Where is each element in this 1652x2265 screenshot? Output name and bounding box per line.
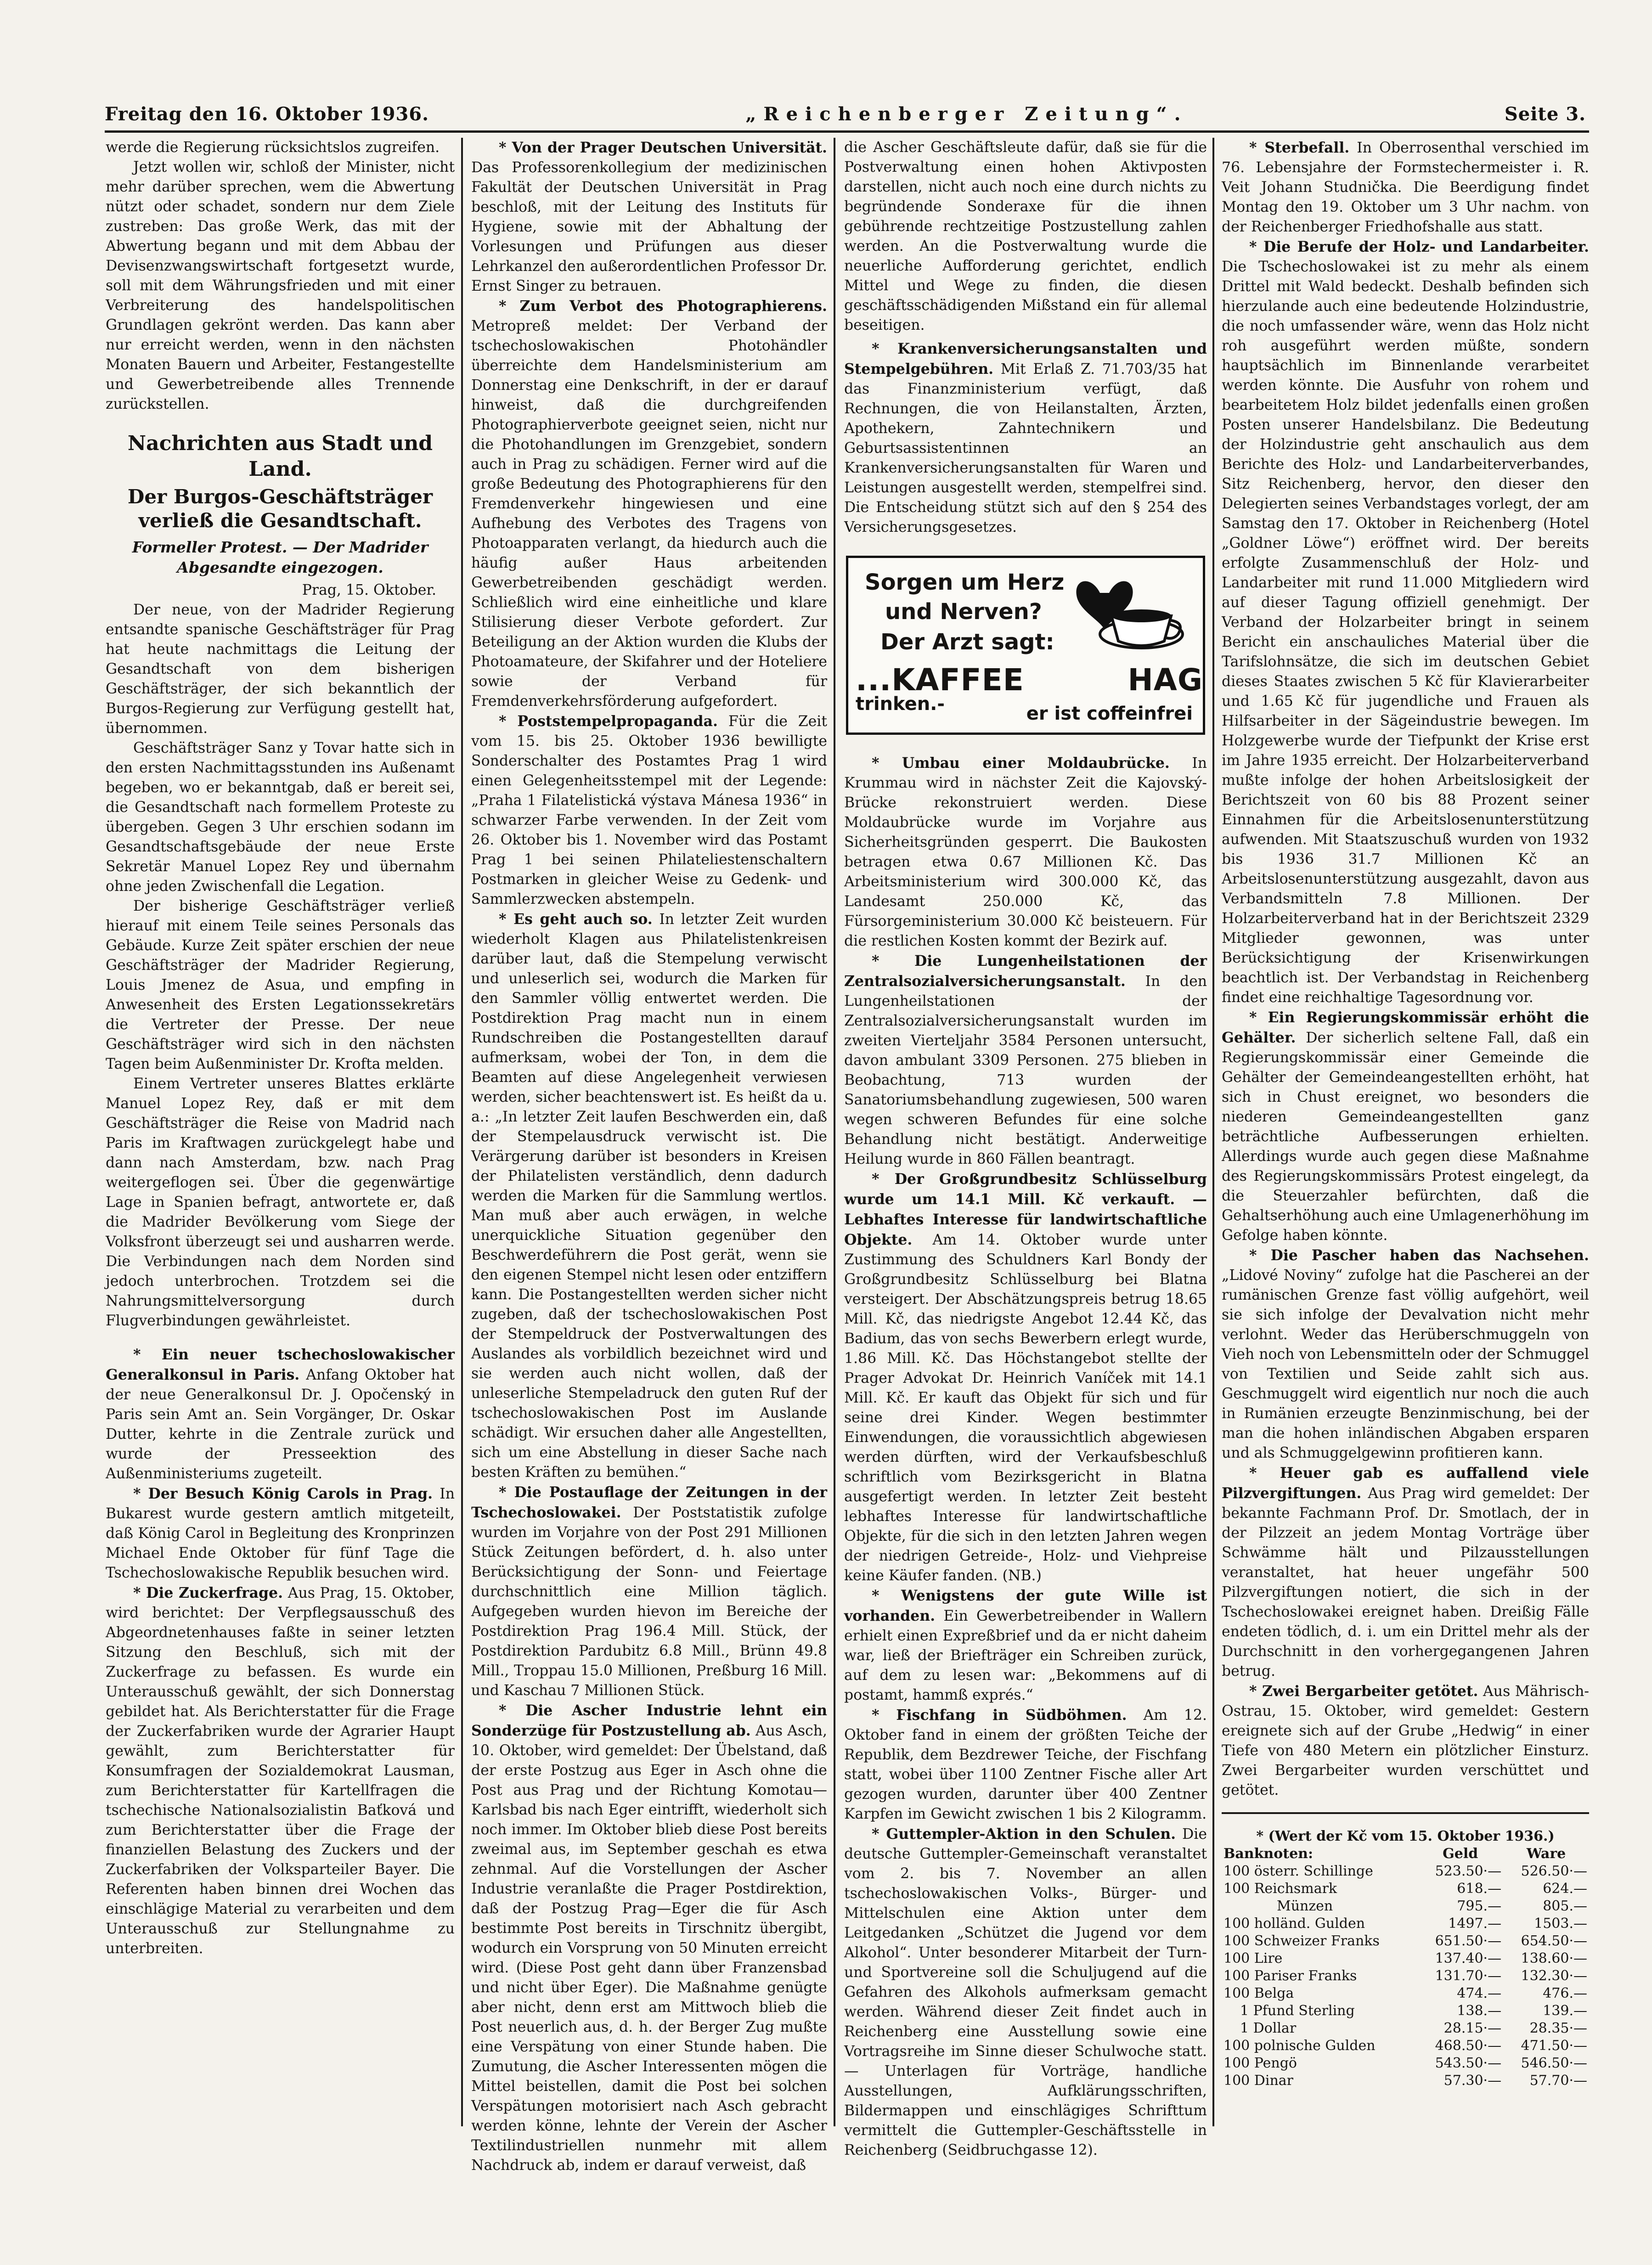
exchange-rates-table (1222, 1828, 1589, 2090)
column-2 (471, 138, 828, 2174)
news-item-text: Aus Mährisch-Ostrau, 15. Oktober, wird gemeldet: Gestern ereignete sich auf der Grube „Hedwig“ in einer Tiefe von 480 Metern ein plötzlicher Einsturz. Zwei Bergarbeiter wurden verschüttet und getötet. (1222, 1683, 1590, 1798)
news-item-text: Aus Prag, 15. Oktober, wird berichtet: Der Verpflegsausschuß des Abgeordnetenhauses faßte in seiner letzten Sitzung den Beschluß, sich mit der Zuckerfrage zu befassen. Es wurde ein Unterausschuß gewählt, der sich Donnerstag gebildet hat. Als Berichterstatter für die Frage der Zuckerfabriken wurde der Agrarier Haupt gewählt, zum Berichterstatter für Konsumfragen der Sozialdemokrat Lausman, zum Berichterstatter für Kartellfragen die tschechische Nationalsozialistin Baťková und zum Berichterstatter über die Frage der finanziellen Belastung des Zuckers und der Zuckerfabriken der Volksparteiler Bayer. Die Referenten haben binnen drei Wochen das einschlägige Material zu verarbeiten und dem Unterausschuß zur Stellungnahme zu unterbreiten. (106, 1585, 455, 1957)
news-item (1222, 237, 1589, 1008)
news-item-title: * Der Besuch König Carols in Prag. (133, 1485, 433, 1502)
rate-row (1222, 1898, 1589, 1915)
news-item-text: Die deutsche Guttempler-Gemeinschaft veranstaltet vom 2. bis 7. November an allen tschechoslowakischen Volks-, Bürger- und Mittelschulen eine Aktion unter dem Leitgedanken „Schützet die Jugend vor dem Alkohol“. Unter besonderer Mitarbeit der Turn- und Sportvereine soll die Schuljugend auf die Gefahren des Alkohols aufmerksam gemacht werden. Während dieser Zeit findet auch in Reichenberg eine Ausstellung sowie eine Vortragsreihe im Sinne dieser Schulwoche statt. — Unterlagen für Vorträge, handliche Ausstellungen, Aufklärungsschriften, Bildermappen und einschlägiges Schrifttum vermittelt die Guttempler-Geschäftsstelle in Reichenberg (Seidbruchgasse 12). (844, 1826, 1207, 2158)
rate-ware: 28.35·— (1529, 2020, 1587, 2036)
rate-ware: 471.50·— (1521, 2038, 1587, 2054)
rate-row (1222, 1950, 1589, 1967)
col1-body-4: Einem Vertreter unseres Blattes erklärte Manuel Lopez Rey, daß er mit dem Geschäftsträger die Reise von Madrid nach Paris im Kraftwagen zurückgelegt habe und dann nach Amsterdam, bzw. nach Prag weitergeflogen sei. Über die gegenwärtige Lage in Spanien befragt, antwortete er, daß die Madrider Bevölkerung vom Siege der Volksfront überzeugt sei und ausharren werde. Die Verbindungen nach dem Norden sind jedoch unterbrochen. Trotzdem sei die Nahrungsmittelversorgung durch Flugverbindungen gewährleistet. (106, 1076, 455, 1329)
news-item-text: In Oberrosenthal verschied im 76. Lebensjahre der Formstechermeister i. R. Veit Johann Studnička. Die Beerdigung findet Montag den 19. Oktober um 3 Uhr nachm. von der Reichenberger Friedhofshalle aus statt. (1222, 140, 1589, 235)
rate-name: 100 Belga (1223, 1985, 1294, 2001)
col1-body-3: Der bisherige Geschäftsträger verließ hierauf mit einem Teile seines Personals das Gebäude. Kurze Zeit später erschien der neue Geschäftsträger der Madrider Regierung, Louis Jmenez de Asua, und empfing in Anwesenheit des Ersten Legationssekretärs die Vertreter der Presse. Der neue Geschäftsträger wird sich in den nächsten Tagen beim Außenminister Dr. Krofta melden. (106, 898, 455, 1072)
col1-intro-1: werde die Regierung rücksichtslos zugreifen. (106, 139, 440, 156)
header-rule (105, 130, 1589, 133)
rate-geld: 651.50·— (1435, 1933, 1502, 1949)
news-item-text: In Bukarest wurde gestern amtlich mitgeteilt, daß König Carol in Begleitung des Kronprinzen Michael Ende Oktober für fünf Tage die Tschechoslowakische Republik besuchen wird. (106, 1486, 455, 1581)
column-rule-3 (1212, 138, 1214, 2126)
news-item-title: * Die Ascher Industrie lehnt ein Sonderzüge für Postzustellung ab. (471, 1702, 827, 1739)
rate-ware: 654.50·— (1521, 1933, 1587, 1949)
news-item (844, 753, 1207, 951)
news-item-title: * Es geht auch so. (499, 911, 653, 928)
kaffee-hag-advertisement (846, 556, 1205, 735)
news-item-title: * Zwei Bergarbeiter getötet. (1249, 1683, 1478, 1700)
ad-line-1: Sorgen um Herz (865, 569, 1065, 595)
news-item-text: Metropreß meldet: Der Verband der tschechoslowakischen Photohändler überreichte dem Handelsministerium am Donnerstag eine Denkschrift, in der er darauf hinweist, daß die durchgreifenden Photographierverbote geeignet seien, nicht nur die Photohandlungen im Grenzgebiet, sondern auch in Prag zu schädigen. Ferner wird auf die große Bedeutung des Photographierens für den Fremdenverkehr hingewiesen und eine Aufhebung des Verbotes des Tragens von Photoapparaten verlangt, da hiedurch auch die häufig außer Haus arbeitenden Gewerbetreibenden geschädigt werden. Schließlich wird eine einheitliche und klare Stilisierung dieser Verbote gefordert. Zur Beteiligung an der Aktion wurden die Klubs der Photoamateure, der Skifahrer und der Hoteliere sowie der Verband für Fremdenverkehrsförderung aufgefordert. (471, 318, 827, 710)
rate-geld: 795.— (1457, 1898, 1502, 1914)
news-item-title: * Von der Prager Deutschen Universität. (499, 139, 827, 156)
header-page-number: Seite 3. (1504, 103, 1586, 125)
rate-geld: 131.70·— (1435, 1968, 1502, 1984)
news-item-text: Die Tschechoslowakei ist zu mehr als einem Drittel mit Wald bedeckt. Deshalb befinden sich hierzulande auch eine bedeutende Holzindustrie, die noch umfassender wäre, wenn das Holz nicht roh ausgeführt werden müßte, sondern hauptsächlich im Binnenlande verarbeitet werden könnte. Die Ausfuhr von rohem und bearbeitetem Holz bildet jedenfalls einen großen Posten unserer Handelsbilanz. Die Bedeutung der Holzindustrie geht anschaulich aus dem Berichte des Holz- und Landarbeiterverbandes, Sitz Reichenberg, hervor, den dieser den Delegierten seines Verbandstages vorlegt, der am Samstag den 17. Oktober in Reichenberg (Hotel „Goldner Löwe“) eröffnet wird. Der bereits erfolgte Zusammenschluß der Holz- und Landarbeiter mit rund 11.000 Mitgliedern wird auf dieser Tagung offiziell genehmigt. Der Verband der Holzarbeiter bringt in seinem Bericht ein anschauliches Material über die Tarifslohnsätze, die sich im deutschen Gebiet dieses Staates zwischen 5 Kč für Klavierarbeiter und 1.65 Kč für jugendliche und Frauen als Hilfsarbeiter in der Sägeindustrie bewegen. Im Holzgewerbe wurde der Tiefpunkt der Krise erst im Jahre 1935 erreicht. Der Holzarbeiterverband mußte infolge der hohen Arbeitslosigkeit der Berichtszeit von 60 bis 88 Prozent seiner Einnahmen für die Arbeitslosenunterstützung aufwenden. Mit Staatszuschuß wurden von 1932 bis 1936 31.7 Millionen Kč an Arbeitslosenunterstützung ausgezahlt, davon aus Verbandsmitteln 7.8 Millionen. Der Holzarbeiterverband hat in der Berichtszeit 2329 Mitglieder gewonnen, was unter Berücksichtigung der Krisenwirkungen beachtlich ist. Der Verbandstag in Reichenberg findet eine reichhaltige Tagesordnung vor. (1222, 259, 1589, 1006)
rate-name: 1 Pfund Sterling (1240, 2003, 1355, 2019)
rate-ware: 1503.— (1534, 1916, 1587, 1932)
rate-ware: 476.— (1543, 1985, 1587, 2001)
rate-name: Münzen (1277, 1898, 1333, 1914)
ad-brand: ...KAFFEE HAG (856, 662, 1203, 698)
rate-name: 100 Reichsmark (1223, 1881, 1337, 1897)
ad-line-5: er ist coffeinfrei (1026, 703, 1193, 724)
col1-body-1: Der neue, von der Madrider Regierung entsandte spanische Geschäftsträger für Prag hat heute nachmittags die Leitung der Gesandtschaft von dem bisherigen Geschäftsträger, der sich bekanntlich der Burgos-Regierung zur Verfügung gestellt hat, übernommen. (106, 602, 455, 737)
rate-row (1222, 2002, 1589, 2020)
news-item-title: * Krankenversicherungsanstalten und Stempelgebühren. (844, 340, 1207, 378)
news-item (844, 1824, 1207, 2160)
news-item-text: Für die Zeit vom 15. bis 25. Oktober 1936 bewilligte Sonderschalter des Postamtes Prag 1 wird einen Gelegenheitsstempel mit der Legende: „Praha 1 Filatelistická výstava Mánesa 1936“ in schwarzer Farbe verwenden. In der Zeit vom 26. Oktober bis 1. November wird das Postamt Prag 1 bei seinen Philateliestenschaltern Postmarken in gleicher Weise zu Gedenk- und Sammlerzwecken abstempeln. (471, 713, 828, 907)
rate-ware: 624.— (1543, 1881, 1587, 1897)
ad-line-3: Der Arzt sagt: (880, 629, 1054, 655)
news-item (844, 1169, 1207, 1586)
news-item-title: * Fischfang in Südböhmen. (872, 1707, 1127, 1724)
news-item (471, 1482, 827, 1701)
rate-geld: 523.50·— (1435, 1863, 1502, 1879)
rate-row (1222, 2020, 1589, 2037)
news-item (106, 1484, 455, 1583)
news-item-title: * Die Pascher haben das Nachsehen. (1249, 1247, 1589, 1264)
news-item (471, 1701, 827, 2175)
col3-intro: die Ascher Geschäftsleute dafür, daß sie für die Postverwaltung einen hohen Aktivposten darstellen, nicht auch noch eine durch nichts zu begründende Sonderaxe für die ihnen gebührende rechtzeitige Postzustellung zahlen werden. An die Postverwaltung wurde die neuerliche Aufforderung gerichtet, endlich Mittel und Wege zu finden, die diesen geschäftsschädigenden Mißstand ein für allemal beseitigen. (844, 139, 1207, 333)
rate-name: 100 Dinar (1223, 2073, 1293, 2089)
news-item-title: * Die Zuckerfrage. (133, 1584, 283, 1601)
article-dateline: Prag, 15. Oktober. (302, 582, 436, 598)
section-title: Nachrichten aus Stadt und Land. (127, 432, 433, 481)
rate-name: 100 polnische Gulden (1223, 2038, 1376, 2054)
rate-geld: 28.15·— (1443, 2020, 1502, 2036)
rates-title: * (Wert der Kč vom 15. Oktober 1936.) (1256, 1828, 1555, 1844)
rate-ware: 526.50·— (1521, 1863, 1587, 1879)
news-item (1222, 1245, 1589, 1463)
rates-col-geld: Geld (1443, 1846, 1478, 1862)
news-item-text: „Lidové Noviny“ zufolge hat die Pascherei an der rumänischen Grenze fast völlig aufgehört, weil sie sich infolge der Devalvation nicht mehr verlohnt. Weder das Herüberschmuggeln von Vieh noch von Lebensmitteln oder der Schmuggel von Textilien und Seide zahlt sich aus. Geschmuggelt wird eigentlich nur noch die auch in Rumänien erzeugte Benzinmischung, bei der man die hohen inländischen Abgaben ersparen und als Schmuggelgewinn profitieren kann. (1222, 1267, 1589, 1461)
news-item (1222, 1463, 1589, 1681)
column-1 (106, 138, 455, 2126)
news-item (471, 296, 827, 711)
rate-ware: 57.70·— (1529, 2073, 1587, 2089)
news-item-title: * Ein neuer tschechoslowakischer Generalkonsul in Paris. (106, 1346, 455, 1383)
rate-ware: 138.60·— (1521, 1950, 1587, 1966)
news-item-title: * Heuer gab es auffallend viele Pilzvergiftungen. (1222, 1465, 1589, 1502)
rate-name: 100 holländ. Gulden (1223, 1916, 1365, 1932)
news-item (471, 711, 827, 909)
rate-row (1222, 1863, 1589, 1880)
rate-name: 100 Pengö (1223, 2055, 1297, 2071)
rate-row (1222, 1933, 1589, 1950)
rate-name: 100 Pariser Franks (1223, 1968, 1357, 1984)
news-item-text: Aus Prag wird gemeldet: Der bekannte Fachmann Prof. Dr. Smotlach, der in der Pilzzeit an jedem Montag Vorträge über Schwämme hält und Pilzausstellungen veranstaltet, hat heuer ungefähr 500 Pilzvergiftungen notiert, die sich in der Tschechoslowakei ereignet haben. Dreißig Fälle endeten tödlich, d. i. um ein Drittel mehr als der Durchschnitt in den vorhergegangenen Jahren betrug. (1222, 1485, 1590, 1679)
news-item-title: * Wenigstens der gute Wille ist vorhanden. (844, 1587, 1207, 1624)
news-item-text: Der Poststatistik zufolge wurden im Vorjahre von der Post 291 Millionen Stück Zeitungen befördert, d. h. also unter Berücksichtigung der Sonn- und Feiertage durchschnittlich eine Million täglich. Aufgegeben wurden hievon im Bereiche der Postdirektion Prag 196.4 Mill. Stück, der Postdirektion Pardubitz 6.8 Mill., Brünn 49.8 Mill., Troppau 15.0 Millionen, Preßburg 16 Mill. und Kaschau 7 Millionen Stück. (471, 1504, 828, 1699)
header-date: Freitag den 16. Oktober 1936. (105, 103, 429, 125)
rate-geld: 138.— (1457, 2003, 1502, 2019)
news-item (106, 1345, 455, 1484)
news-item-text: In letzter Zeit wurden wiederholt Klagen aus Philatelistenkreisen darüber laut, daß die Stempelung verwischt und unleserlich sei, wodurch die Marken für den Sammler völlig entwertet werden. Die Postdirektion Prag macht nun in einem Rundschreiben die Postangestellten darauf aufmerksam, wobei der Ton, in dem die Beamten auf diese Angelegenheit verwiesen werden, sicher beachtenswert ist. Es heißt da u. a.: „In letzter Zeit laufen Beschwerden ein, daß der Stempelausdruck verwischt ist. Die Verärgerung darüber ist besonders in Kreisen der Philatelisten verständlich, denn dadurch werden die Marken für die Sammlung wertlos. Man muß aber auch erwägen, in welche unerquickliche Situation gegenüber den Beschwerdeführern die Post gerät, wenn sie den eigenen Stempel nicht lesen oder entziffern kann. Die Postangestellten werden sicher nicht zugeben, daß der tschechoslowakischen Post der Stempeldruck der Postverwaltungen des Auslandes als vorbildlich bezeichnet wird und sie werden auch nicht wollen, daß der unleserliche Stempeladruck den guten Ruf der tschechoslowakischen Post im Auslande schädigt. Wir ersuchen daher alle Angestellten, sich um eine Abstellung in dieser Sache nach besten Kräften zu bemühen.“ (471, 911, 828, 1481)
column-3 (844, 138, 1207, 2158)
news-item (1222, 138, 1589, 237)
rate-name: 1 Dollar (1240, 2020, 1297, 2036)
news-item (844, 339, 1207, 537)
news-item (844, 1586, 1207, 1705)
ad-brand-suffix: trinken.- (856, 693, 945, 715)
news-item-text: Am 14. Oktober wurde unter Zustimmung des Schuldners Karl Bondy der Großgrundbesitz Schlüsselburg bei Blatna versteigert. Der Abschätzungspreis betrug 18.65 Mill. Kč, das niedrigste Angebot 12.44 Kč, das Badium, das von sechs Bewerbern erlegt wurde, 1.86 Mill. Kč. Das Höchstangebot stellte der Prager Advokat Dr. Heinrich Vaníček mit 14.1 Mill. Kč. Er kauft das Objekt für sich und für seine drei Kinder. Wegen bestimmter Einwendungen, die voraussichtlich abgewiesen werden dürften, wird der Verkaufsbeschluß schriftlich vom Bezirksgericht in Blatna ausgefertigt werden. In letzter Zeit besteht lebhaftes Interesse für landwirtschaftliche Objekte, für die sich in den letzten Jahren wegen der niedrigen Getreide-, Holz- und Viehpreise keine Käufer fanden. (NB.) (844, 1232, 1207, 1584)
rate-ware: 132.30·— (1521, 1968, 1587, 1984)
rate-geld: 543.50·— (1435, 2055, 1502, 2071)
rate-row (1222, 2072, 1589, 2090)
news-item (844, 1705, 1207, 1824)
news-item-text: Am 12. Oktober fand in einem der größten Teiche der Republik, dem Bezdrewer Teiche, der Fischfang statt, wobei über 1100 Zentner Fische aller Art gezogen wurden, darunter über 400 Zentner Karpfen im Gewicht zwischen 1 bis 2 Kilogramm. (844, 1707, 1207, 1822)
article-headline: Der Burgos-Geschäftsträger verließ die Gesandtschaft. (127, 485, 433, 532)
article-subhead: Formeller Protest. — Der Madrider Abgesandte eingezogen. (132, 538, 429, 576)
column-rule-2 (834, 138, 835, 2126)
rate-ware: 805.— (1543, 1898, 1587, 1914)
news-item-text: Der sicherlich seltene Fall, daß ein Regierungskommissär einer Gemeinde die Gehälter der Gemeindeangestellten erhöht, hat sich in Chust ereignet, wo besonders die niederen Gemeindeangestellten ganz beträchtliche Aufbesserungen erhielten. Allerdings wurde auch gegen diese Maßnahme des Regierungskommissärs Protest eingelegt, da die Steuerzahler befürchten, daß die Gehaltserhöhung auch eine Umlagenerhöhung im Gefolge haben könnte. (1222, 1030, 1589, 1244)
rate-row (1222, 1967, 1589, 1985)
rate-geld: 57.30·— (1443, 2073, 1502, 2089)
news-item-text: Aus Asch, 10. Oktober, wird gemeldet: Der Übelstand, daß der erste Postzug aus Eger in Asch ohne die Post aus Prag und der Richtung Komotau—Karlsbad bis nach Eger eintrifft, wiederholt sich noch immer. Im Oktober blieb diese Post bereits zweimal aus, im September geschah es etwa zehnmal. Auf die Vorstellungen der Ascher Industrie veranlaßte die Prager Postdirektion, daß der Postzug Prag—Eger die für Asch bestimmte Post bereits in Tirschnitz übergibt, wodurch ein Vorsprung von 50 Minuten erreicht wird. (Diese Post geht dann über Franzensbad und nicht über Eger). Die Maßnahme genügte aber nicht, denn erst am Mittwoch blieb die Post neuerlich aus, d. h. der Berger Zug mußte eine Verspätung von einer Stunde haben. Die Zumutung, die Ascher Interessenten mögen die Mittel beistellen, damit die Post bei solchen Verspätungen motorisiert nach Asch gebracht werden könne, lehnte der Verein der Ascher Textilindustriellen nunmehr mit allem Nachdruck ab, indem er darauf verweist, daß (471, 1723, 828, 2174)
rate-name: 100 Lire (1223, 1950, 1283, 1966)
heart-cup-icon (1072, 565, 1187, 657)
rate-name: 100 österr. Schillinge (1223, 1863, 1373, 1879)
rate-row (1222, 1880, 1589, 1898)
rate-ware: 546.50·— (1521, 2055, 1587, 2071)
news-item-title: * Ein Regierungskommissär erhöht die Gehälter. (1222, 1009, 1589, 1046)
rate-row (1222, 1985, 1589, 2002)
rate-geld: 468.50·— (1435, 2038, 1502, 2054)
news-item-text: Das Professorenkollegium der medizinischen Fakultät der Deutschen Universität in Prag beschloß, mit der Leitung des Instituts für Hygiene, sowie mit der Abhaltung der Vorlesungen und Prüfungen aus dieser Lehrkanzel den außerordentlichen Professor Dr. Ernst Singer zu betrauen. (471, 159, 827, 294)
news-item-text: In Krummau wird in nächster Zeit die Kajovský-Brücke rekonstruiert werden. Diese Moldaubrücke wurde im Vorjahre aus Sicherheitsgründen gesperrt. Die Baukosten betragen etwa 0.67 Millionen Kč. Das Arbeitsministerium wird 300.000 Kč, das Landesamt 250.000 Kč, das Fürsorgeministerium 30.000 Kč beisteuern. Für die restlichen Kosten kommt der Bezirk auf. (844, 755, 1207, 949)
rates-section-label: Banknoten: (1223, 1846, 1314, 1862)
rate-row (1222, 2055, 1589, 2072)
news-item (844, 951, 1207, 1169)
news-item-title: * Guttempler-Aktion in den Schulen. (872, 1826, 1176, 1842)
news-item-title: * Zum Verbot des Photographierens. (499, 298, 827, 315)
rate-ware: 139.— (1543, 2003, 1587, 2019)
news-item-text: Anfang Oktober hat der neue Generalkonsul Dr. J. Opočenský in Paris sein Amt an. Sein Vorgänger, Dr. Oskar Dutter, kehrte in die Zentrale zurück und wurde der Presseektion des Außenministeriums zugeteilt. (106, 1367, 455, 1482)
rate-geld: 137.40·— (1435, 1950, 1502, 1966)
column-4 (1222, 138, 1589, 2126)
rate-row (1222, 2037, 1589, 2055)
rate-row (1222, 1915, 1589, 1933)
page-header (105, 97, 1586, 125)
news-item-title: * Die Postauflage der Zeitungen in der Tschechoslowakei. (471, 1484, 827, 1521)
news-item-title: * Die Berufe der Holz- und Landarbeiter. (1249, 238, 1589, 255)
column-rule-1 (461, 138, 463, 2126)
news-item (471, 909, 827, 1482)
rate-geld: 474.— (1457, 1985, 1502, 2001)
news-item-title: * Poststempelpropaganda. (499, 713, 718, 730)
news-item (1222, 1008, 1589, 1245)
news-item-text: In den Lungenheilstationen der Zentralsozialversicherungsanstalt wurden im zweiten Vierteljahr 3584 Personen untersucht, davon ambulant 3309 Personen. 275 blieben in Beobachtung, 713 wurden der Sanatoriumsbehandlung zugewiesen, 500 waren wegen schweren Befundes für eine solche Behandlung nicht bestätigt. Anderweitige Heilung wurde in 860 Fällen beantragt. (844, 973, 1207, 1167)
news-item (471, 138, 827, 296)
news-item-text: Mit Erlaß Z. 71.703/35 hat das Finanzministerium verfügt, daß Rechnungen, die von Heilanstalten, Ärzten, Apothekern, Zahntechnikern und Geburtsassistentinnen an Krankenversicherungsanstalten für Waren und Leistungen ausgestellt werden, stempelfrei sind. Die Entscheidung stützt sich auf den § 254 des Versicherungsgesetzes. (844, 361, 1207, 535)
news-item (106, 1583, 455, 1959)
ad-line-2: und Nerven? (885, 599, 1042, 625)
rate-geld: 618.— (1457, 1881, 1502, 1897)
col1-intro-2: Jetzt wollen wir, schloß der Minister, nicht mehr darüber sprechen, wem die Abwertung nützt oder schadet, sondern nur dem Ziele zustreben: Das große Werk, das mit der Abwertung begann und mit dem Abbau der Devisenzwangswirtschaft fortgesetzt wurde, soll mit dem Währungsfrieden und mit einer Verbreiterung des handelspolitischen Grundlagen gekrönt werden. Das kann aber nur erreicht werden, wenn in den nächsten Monaten Bauern und Arbeiter, Festangestellte und Gewerbetreibende alles Trennende zurückstellen. (106, 159, 455, 412)
news-item-title: * Die Lungenheilstationen der Zentralsozialversicherungsanstalt. (844, 952, 1207, 990)
col1-body-2: Geschäftsträger Sanz y Tovar hatte sich in den ersten Nachmittagsstunden ins Außenamt begeben, wo er bekanntgab, daß er bereit sei, die Gesandtschaft nach formellem Proteste zu übergeben. Gegen 3 Uhr erschien sodann im Gesandtschaftsgebäude der neue Erste Sekretär Manuel Lopez Rey und übernahm ohne jeden Zwischenfall die Legation. (106, 740, 455, 895)
news-item-title: * Sterbefall. (1249, 139, 1350, 156)
news-item (1222, 1681, 1589, 1800)
rate-geld: 1497.— (1448, 1916, 1502, 1932)
rates-col-ware: Ware (1526, 1846, 1566, 1862)
news-item-title: * Umbau einer Moldaubrücke. (872, 755, 1170, 772)
rate-name: 100 Schweizer Franks (1223, 1933, 1380, 1949)
header-paper-name: „Reichenberger Zeitung“. (745, 103, 1188, 125)
news-item-text: Ein Gewerbetreibender in Wallern erhielt einen Expreßbrief und da er nicht daheim war, ließ der Briefträger ein Schreiben zurück, auf dem zu lesen war: „Bekommens auf di postamt, hammß exprés.“ (844, 1608, 1207, 1703)
rates-top-rule (1222, 1812, 1589, 1814)
news-item-title: * Der Großgrundbesitz Schlüsselburg wurde um 14.1 Mill. Kč verkauft. — Lebhaftes Interesse für landwirtschaftliche Objekte. (844, 1171, 1207, 1248)
